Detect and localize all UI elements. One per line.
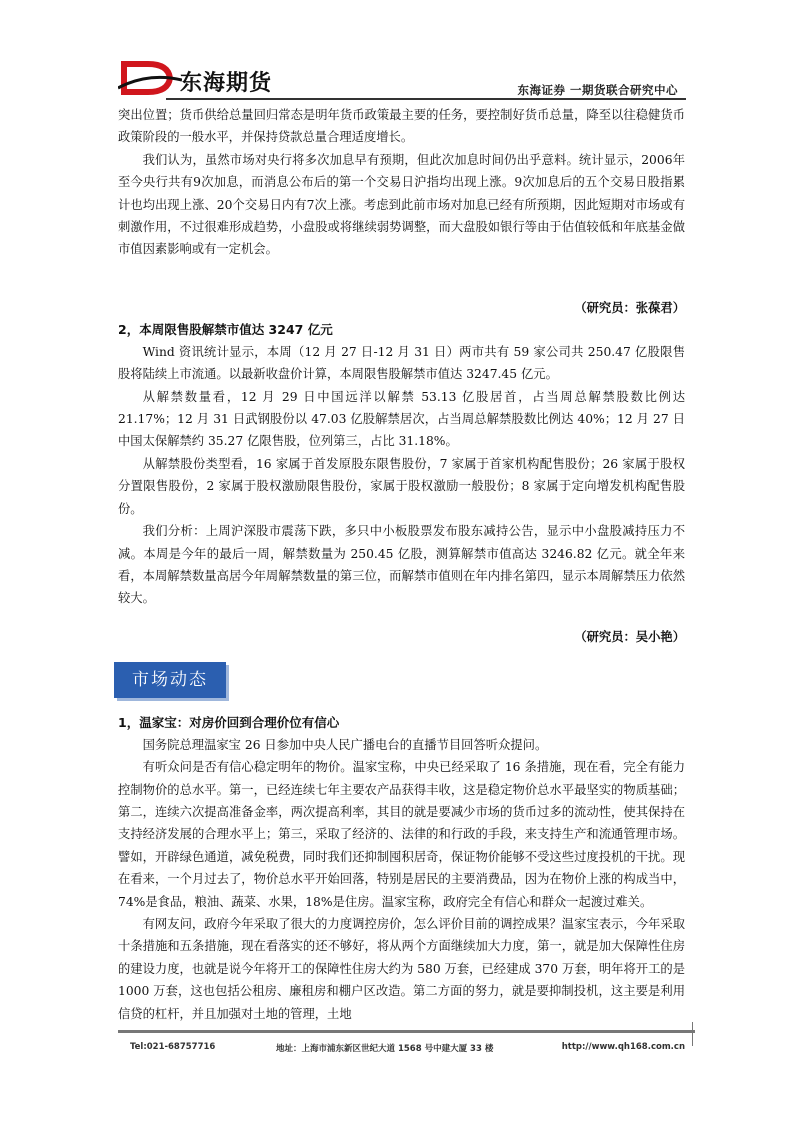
paragraph: Wind 资讯统计显示，本周（12 月 27 日-12 月 31 日）两市共有 59 家公司共 250.47 亿股限售股将陆续上市流通。以最新收盘价计算，本周限售股解禁市值达 3247.45 亿元。	[118, 344, 685, 382]
main-content	[118, 104, 685, 1025]
researcher-credit: （研究员：张葆君）	[574, 300, 685, 315]
header-rule	[166, 98, 686, 100]
footer-website: http://www.qh168.com.cn	[561, 1042, 685, 1052]
footer-tick	[692, 1022, 693, 1046]
paragraph: 从解禁股份类型看，16 家属于首发原股东限售股份，7 家属于首家机构配售股份；26 家属于股权分置限售股份，2 家属于股权激励限售股份，家属于股权激励一般股份；8 家属于定向增发机构配售股份。	[118, 456, 685, 516]
section-heading: 2，本周限售股解禁市值达 3247 亿元	[118, 321, 333, 337]
footer-tel: Tel:021-68757716	[130, 1042, 216, 1052]
researcher-credit: （研究员：吴小艳）	[574, 629, 685, 644]
section-heading: 1，温家宝：对房价回到合理价位有信心	[118, 714, 340, 730]
header-tagline: 东海证券 一期货联合研究中心	[517, 83, 678, 97]
footer-rule	[118, 1030, 695, 1033]
page-footer	[118, 1022, 695, 1062]
paragraph: 有网友问，政府今年采取了很大的力度调控房价，怎么评价目前的调控成果？温家宝表示，今年采取十条措施和五条措施，现在看落实的还不够好，将从两个方面继续加大力度，第一，就是加大保障性住房的建设力度，也就是说今年将开工的保障性住房大约为 580 万套，已经建成 370 万套，明年将开工的是 1000 万套，这也包括公租房、廉租房和棚户区改造。第二方面的努力，就是要抑制投机，这主要是利用信贷的杠杆，并且加强对土地的管理，土地	[118, 916, 685, 1021]
page-header	[118, 58, 686, 102]
paragraph: 突出位置；货币供给总量回归常态是明年货币政策最主要的任务，要控制好货币总量，降至以往稳健货币政策阶段的一般水平，并保持贷款总量合理适度增长。	[118, 108, 685, 145]
footer-address: 地址：上海市浦东新区世纪大道 1568 号中建大厦 33 楼	[276, 1044, 494, 1054]
company-logo-text: 东海期货	[180, 71, 273, 96]
paragraph: 我们认为，虽然市场对央行将多次加息早有预期，但此次加息时间仍出乎意料。统计显示，2006年至今央行共有9次加息，而消息公布后的第一个交易日沪指均出现上涨。9次加息后的五个交易日股指累计也均出现上涨、20个交易日内有7次上涨。考虑到此前市场对加息已经有所预期，因此短期对市场或有刺激作用，不过很难形成趋势，小盘股或将继续弱势调整，而大盘股如银行等由于估值较低和年底基金做市值因素影响或有一定机会。	[118, 152, 685, 257]
paragraph: 我们分析：上周沪深股市震荡下跌，多只中小板股票发布股东减持公告，显示中小盘股减持压力不减。本周是今年的最后一周，解禁数量为 250.45 亿股，测算解禁市值高达 3246.82 亿元。就全年来看，本周解禁数量高居今年周解禁数量的第三位，而解禁市值则在年内排名第四，显示本周解禁压力依然较大。	[118, 524, 685, 606]
section-banner: 市场动态	[114, 662, 226, 698]
paragraph: 国务院总理温家宝 26 日参加中央人民广播电台的直播节目回答听众提问。	[142, 737, 548, 752]
logo-d-icon	[118, 58, 182, 98]
paragraph: 从解禁数量看，12 月 29 日中国远洋以解禁 53.13 亿股居首，占当周总解禁股数比例达 21.17%；12 月 31 日武钢股份以 47.03 亿股解禁居次，占当周总解禁股数比例达 40%；12 月 27 日中国太保解禁约 35.27 亿限售股，位列第三，占比 31.18%。	[118, 389, 685, 449]
paragraph: 有听众问是否有信心稳定明年的物价。温家宝称，中央已经采取了 16 条措施，现在看，完全有能力控制物价的总水平。第一，已经连续七年主要农产品获得丰收，这是稳定物价总水平最坚实的物质基础；第二，连续六次提高准备金率，两次提高利率，其目的就是要减少市场的货币过多的流动性，使其保持在支持经济发展的合理水平上；第三，采取了经济的、法律的和行政的手段，来支持生产和流通管理市场。譬如，开辟绿色通道，减免税费，同时我们还抑制囤积居奇，保证物价能够不受这些过度投机的干扰。现在看来，一个月过去了，物价总水平开始回落，特别是居民的主要消费品，因为在物价上涨的构成当中，74%是食品，粮油、蔬菜、水果，18%是住房。温家宝称，政府完全有信心和群众一起渡过难关。	[118, 760, 685, 909]
